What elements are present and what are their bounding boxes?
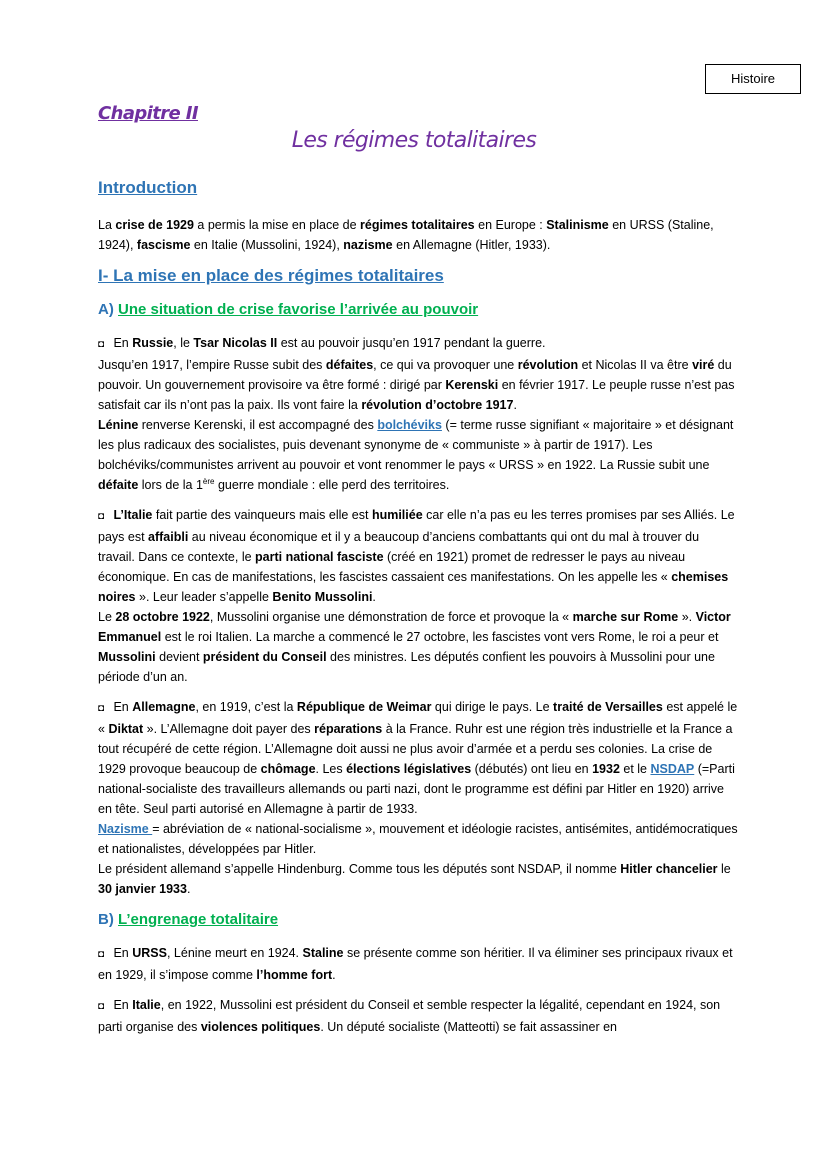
bold-term: viré — [692, 358, 715, 372]
text-run: ». — [678, 610, 696, 624]
text-run: est le roi Italien. La marche a commencé le 27 octobre, les fascistes vont vers Rome, le roi a peur et — [161, 630, 719, 644]
bullet-icon: ◘ — [98, 339, 105, 350]
text-run: . Les — [315, 762, 347, 776]
section-b-prefix: B) — [98, 911, 118, 928]
text-run: , ce qui va provoquer une — [373, 358, 518, 372]
section-b-title: L’engrenage totalitaire — [118, 911, 279, 928]
text-run: Le président allemand s’appelle Hindenburg. Comme tous les députés sont NSDAP, il nomme — [98, 862, 621, 876]
text-run: des ministres. Les députés confient les pouvoirs à Mussolini pour une période d’un an. — [98, 650, 715, 684]
text-run: En — [110, 946, 133, 960]
text-run: renverse Kerenski, il est accompagné des — [138, 418, 378, 432]
bold-term: crise de 1929 — [115, 218, 194, 232]
text-run: devient — [155, 650, 203, 664]
text-run: est appelé le « — [98, 700, 738, 736]
text-run: qui dirige le pays. Le — [431, 700, 554, 714]
text-run: En — [110, 998, 133, 1012]
italy-violence-paragraph — [98, 995, 738, 1037]
bold-term: 28 octobre 1922 — [115, 610, 210, 624]
section-a-title: Une situation de crise favorise l’arrivée au pouvoir — [118, 301, 479, 318]
part-one-heading: I- La mise en place des régimes totalitaires — [98, 266, 444, 285]
text-run: ». Leur leader s’appelle — [135, 590, 273, 604]
document-title-text: Les régimes totalitaires — [291, 128, 537, 153]
text-run: En — [110, 336, 133, 350]
bold-term: élections législatives — [346, 762, 472, 776]
bold-term: violences politiques — [200, 1020, 321, 1034]
bold-term: défaite — [98, 478, 139, 492]
bold-term: président du Conseil — [202, 650, 327, 664]
bold-term: Benito Mussolini — [272, 590, 373, 604]
bold-term: Staline — [302, 946, 344, 960]
bold-term: l’homme fort — [256, 968, 333, 982]
glossary-link[interactable]: bolchéviks — [377, 418, 442, 432]
bold-term: Allemagne — [132, 700, 196, 714]
bold-term: défaites — [325, 358, 374, 372]
text-run: . — [332, 968, 336, 982]
subject-label-box — [705, 64, 801, 94]
subject-label: Histoire — [730, 71, 776, 86]
bold-term: Mussolini — [98, 650, 156, 664]
text-run: en Italie (Mussolini, 1924), — [190, 238, 344, 252]
bold-term: révolution d’octobre 1917 — [361, 398, 514, 412]
bold-term: 30 janvier 1933 — [98, 882, 187, 896]
text-run: guerre mondiale : elle perd des territoires. — [214, 478, 450, 492]
text-run: . — [186, 882, 191, 896]
text-run: a permis la mise en place de — [193, 218, 360, 232]
text-run: (débutés) ont lieu en — [471, 762, 593, 776]
bold-term: Victor Emmanuel — [98, 610, 731, 644]
text-run: au niveau économique et il y a beaucoup d’anciens combattants qui ont du mal à trouver du travail. Dans ce contexte, le — [98, 530, 700, 564]
bold-term: Diktat — [108, 722, 144, 736]
bold-term: humiliée — [371, 508, 423, 522]
document-body — [98, 175, 738, 1047]
bold-term: fascisme — [136, 238, 191, 252]
text-run: ». L’Allemagne doit payer des — [143, 722, 315, 736]
bold-term: L’Italie — [113, 508, 153, 522]
section-a-prefix: A) — [98, 301, 118, 318]
text-run: , en 1922, Mussolini est président du Conseil et semble respecter la légalité, cependant en 1924, son parti organise des — [98, 998, 721, 1034]
text-run: , en 1919, c’est la — [195, 700, 297, 714]
bold-term: marche sur Rome — [572, 610, 679, 624]
bullet-icon: ◘ — [98, 949, 105, 960]
text-run: fait partie des vainqueurs mais elle est — [152, 508, 372, 522]
text-run: est au pouvoir jusqu’en 1917 pendant la guerre. — [277, 336, 546, 350]
chapter-heading: Chapitre II — [98, 103, 198, 124]
text-run: le — [717, 862, 731, 876]
text-run: , Mussolini organise une démonstration de force et provoque la « — [209, 610, 573, 624]
bold-term: République de Weimar — [296, 700, 432, 714]
bold-term: révolution — [517, 358, 579, 372]
section-a-heading — [98, 299, 738, 321]
bold-term: Stalinisme — [546, 218, 609, 232]
text-run: La — [98, 218, 116, 232]
text-run: en février 1917. Le peuple russe n’est pas satisfait car ils n’ont pas la paix. Ils vont faire la — [98, 378, 735, 412]
introduction-paragraph — [98, 215, 738, 255]
text-run: et le — [619, 762, 651, 776]
bold-term: Hitler chancelier — [620, 862, 718, 876]
bold-term: 1932 — [592, 762, 620, 776]
bold-term: Kerenski — [445, 378, 499, 392]
text-run: car elle n’a pas eu les terres promises par ses Alliés. Le pays est — [98, 508, 735, 544]
urss-paragraph — [98, 943, 738, 985]
text-run: Le — [98, 610, 116, 624]
text-run: = abréviation de « national-socialisme », mouvement et idéologie racistes, antisémites, antidémocratiques et nationalistes, développées par Hitler. — [98, 822, 738, 856]
text-run: Jusqu’en 1917, l’empire Russe subit des — [98, 358, 326, 372]
text-run: , Lénine meurt en 1924. — [166, 946, 303, 960]
text-run: en URSS (Staline, 1924), — [98, 218, 714, 252]
text-run: . — [513, 398, 517, 412]
bold-term: chômage — [260, 762, 316, 776]
text-run: (= terme russe signifiant « majoritaire » et désignant les plus radicaux des socialistes, puis devenant synonyme de « communiste » à partir de 1917). Les bolchéviks/communistes arrivent au pouvoir et vont renommer le pays « URSS » en 1922. La Russie subit une — [98, 418, 734, 472]
text-run: (créé en 1921) promet de redresser le pays au niveau économique. En cas de manifestations, les fascistes cassaient ces manifestations. On les appelle les « — [98, 550, 686, 584]
text-run: en Allemagne (Hitler, 1933). — [392, 238, 551, 252]
bold-term: Lénine — [98, 418, 139, 432]
bold-term: Italie — [132, 998, 161, 1012]
section-b-heading — [98, 909, 738, 931]
russia-paragraph — [98, 333, 738, 495]
bold-term: Tsar Nicolas II — [193, 336, 278, 350]
bold-term: Russie — [132, 336, 174, 350]
glossary-link[interactable]: Nazisme — [98, 822, 153, 836]
bullet-icon: ◘ — [98, 1001, 105, 1012]
text-run: lors de la 1 — [138, 478, 203, 492]
bullet-icon: ◘ — [98, 511, 105, 522]
bold-term: nazisme — [343, 238, 393, 252]
bold-term: régimes totalitaires — [360, 218, 475, 232]
text-run: du pouvoir. Un gouvernement provisoire va être formé : dirigé par — [98, 358, 732, 392]
bold-term: réparations — [314, 722, 383, 736]
text-run: En — [110, 700, 133, 714]
bold-term: chemises noires — [98, 570, 729, 604]
text-run: et Nicolas II va être — [578, 358, 693, 372]
bold-term: traité de Versailles — [553, 700, 663, 714]
bold-term: URSS — [132, 946, 167, 960]
text-run: en Europe : — [474, 218, 547, 232]
introduction-heading: Introduction — [98, 178, 198, 197]
text-run: . Un député socialiste (Matteotti) se fait assassiner en — [320, 1020, 617, 1034]
text-run: , le — [173, 336, 194, 350]
text-run: à la France. Ruhr est une région très industrielle et la France a tout récupéré de cette région. L’Allemagne doit aussi ne plus avoir d’armée et a perdu ses colonies. La crise de 1929 provoque beaucoup de — [98, 722, 733, 776]
italy-paragraph — [98, 505, 738, 687]
document-title — [0, 128, 828, 153]
text-run: se présente comme son héritier. Il va éliminer ses principaux rivaux et en 1929, il s’impose comme — [98, 946, 733, 982]
bold-term: parti national fasciste — [255, 550, 384, 564]
germany-paragraph — [98, 697, 738, 899]
text-run: . — [372, 590, 376, 604]
text-run: (=Parti national-socialiste des travailleurs allemands ou parti nazi, dont le programme est défini par Hitler en 1920) arrive en tête. Seul parti autorisé en Allemagne à partir de 1933. — [98, 762, 735, 816]
glossary-link[interactable]: NSDAP — [650, 762, 695, 776]
bullet-icon: ◘ — [98, 703, 105, 714]
superscript: ère — [202, 476, 215, 486]
bold-term: affaibli — [148, 530, 189, 544]
